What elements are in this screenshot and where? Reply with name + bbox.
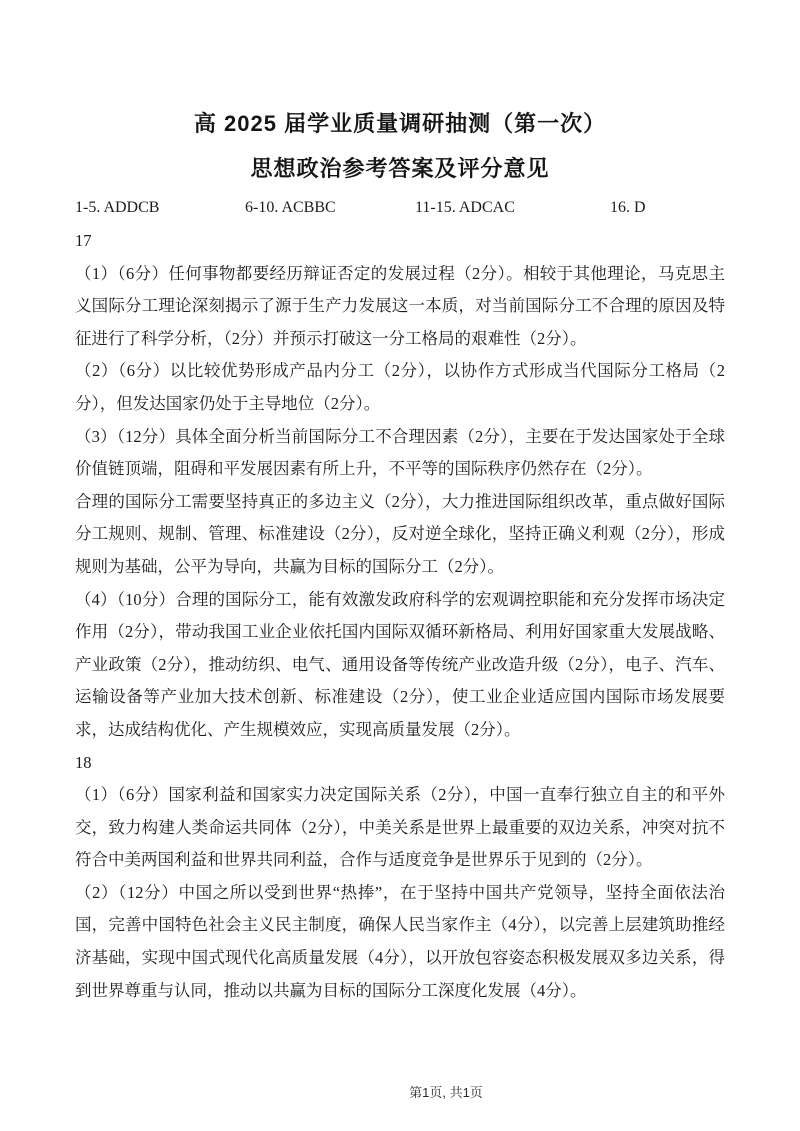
answer-key-item-1-5: 1-5. ADDCB (75, 199, 160, 216)
q17-answer-paragraph-5: （4）（10分）合理的国际分工，能有效激发政府科学的宏观调控职能和充分发挥市场决定作用（2分），带动我国工业企业依托国内国际双循环新格局、利用好国家重大发展战略、产业政策（2分），推动纺织、电气、通用设备等传统产业改造升级（2分），电子、汽车、运输设备等产业加大技术创新、标准建设（2分），使工业企业适应国内国际市场发展要求，达成结构优化、产生规模效应，实现高质量发展（2分）。 (75, 589, 725, 739)
answer-key-item-16: 16. D (610, 199, 646, 216)
doc-title: 高 2025 届学业质量调研抽测（第一次） (193, 111, 607, 136)
question-18-number: 18 (75, 752, 92, 772)
answer-key-row (75, 198, 725, 218)
answers-body (75, 225, 725, 1007)
question-17-number: 17 (75, 231, 92, 250)
q17-answer-paragraph-1: （1）（6分）任何事物都要经历辩证否定的发展过程（2分）。相较于其他理论，马克思主义国际分工理论深刻揭示了源于生产力发展这一本质，对当前国际分工不合理的原因及特征进行了科学分析，（2分）并预示打破这一分工格局的艰难性（2分）。 (75, 263, 725, 348)
answer-key-item-6-10: 6-10. ACBBC (245, 199, 336, 216)
q18-answer-paragraph-1: （1）（6分）国家利益和国家实力决定国际关系（2分），中国一直奉行独立自主的和平外交，致力构建人类命运共同体（2分），中美关系是世界上最重要的双边关系，冲突对抗不符合中美两国利益和世界共同利益，合作与适度竞争是世界乐于见到的（2分）。 (75, 785, 725, 870)
q17-answer-paragraph-2: （2）（6分）以比较优势形成产品内分工（2分），以协作方式形成当代国际分工格局（2分），但发达国家仍处于主导地位（2分）。 (75, 361, 725, 413)
q17-answer-paragraph-3: （3）（12分）具体全面分析当前国际分工不合理因素（2分），主要在于发达国家处于全球价值链顶端，阻碍和平发展因素有所上升，不平等的国际秩序仍然存在（2分）。 (75, 426, 725, 479)
page-number-footer: 第1页, 共1页 (409, 1085, 483, 1100)
q17-answer-paragraph-4: 合理的国际分工需要坚持真正的多边主义（2分），大力推进国际组织改革，重点做好国际分工规则、规制、管理、标准建设（2分），反对逆全球化，坚持正确义利观（2分），形成规则为基础，公平为导向，共赢为目标的国际分工（2分）。 (75, 491, 725, 576)
doc-subtitle: 思想政治参考答案及评分意见 (250, 156, 550, 181)
q18-answer-paragraph-2: （2）（12分）中国之所以受到世界“热捧”，在于坚持中国共产党领导，坚持全面依法治国，完善中国特色社会主义民主制度，确保人民当家作主（4分），以完善上层建筑助推经济基础，实现中国式现代化高质量发展（4分），以开放包容姿态积极发展双多边关系，得到世界尊重与认同，推动以共赢为目标的国际分工深度化发展（4分）。 (75, 882, 725, 1000)
answer-key-item-11-15: 11-15. ADCAC (415, 199, 515, 216)
